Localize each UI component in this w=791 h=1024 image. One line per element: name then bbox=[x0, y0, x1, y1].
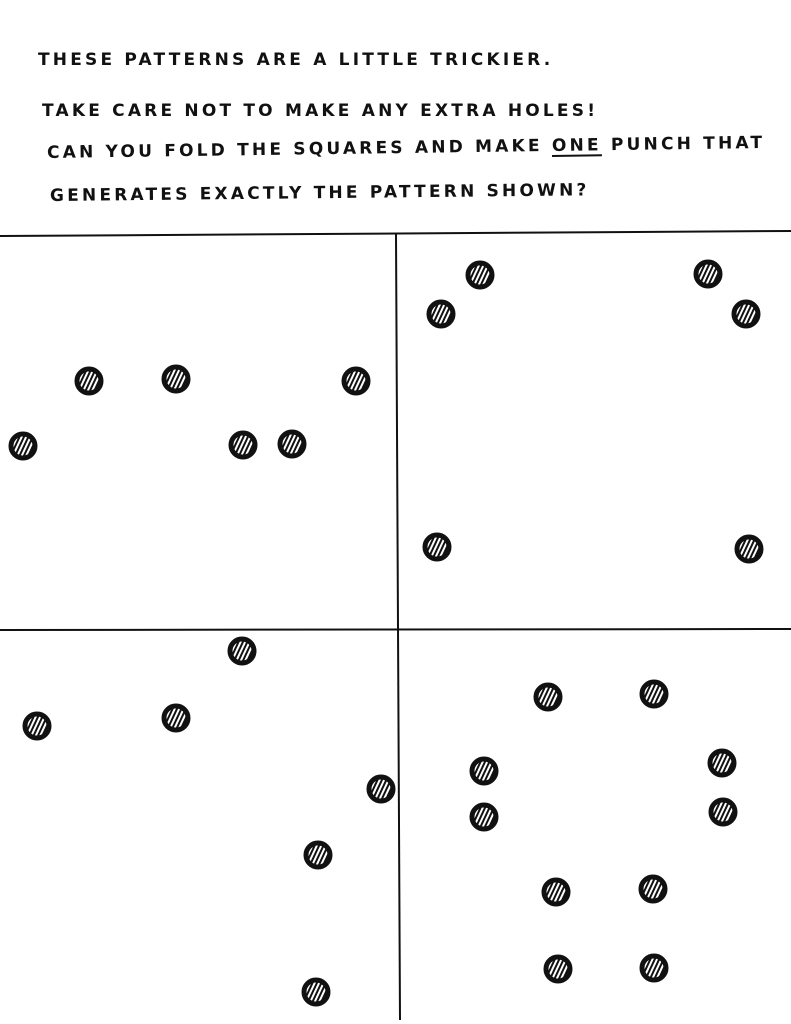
hole bbox=[641, 877, 665, 901]
instruction-line-4: GENERATES EXACTLY THE PATTERN SHOWN? bbox=[49, 180, 590, 206]
hole bbox=[472, 805, 496, 829]
hole bbox=[544, 880, 568, 904]
hole bbox=[536, 685, 560, 709]
instruction-line-3-end: PUNCH THAT bbox=[601, 132, 766, 156]
hole bbox=[642, 682, 666, 706]
hole bbox=[25, 714, 49, 738]
hole bbox=[642, 956, 666, 980]
hole bbox=[472, 759, 496, 783]
instruction-line-3-start: CAN YOU FOLD THE SQUARES AND MAKE bbox=[46, 135, 553, 163]
hole bbox=[77, 369, 101, 393]
hole bbox=[468, 263, 492, 287]
hole bbox=[429, 302, 453, 326]
hole bbox=[344, 369, 368, 393]
hole bbox=[369, 777, 393, 801]
hole bbox=[231, 433, 255, 457]
hole bbox=[425, 535, 449, 559]
hole bbox=[304, 980, 328, 1004]
emphasis-one: ONE bbox=[551, 135, 602, 156]
hole bbox=[734, 302, 758, 326]
panel-bottom-left bbox=[25, 639, 393, 1004]
panel-top-left bbox=[11, 367, 368, 458]
grid-line-vertical bbox=[396, 234, 400, 1020]
hole bbox=[164, 367, 188, 391]
hole bbox=[737, 537, 761, 561]
hole bbox=[546, 957, 570, 981]
hole bbox=[306, 843, 330, 867]
hole bbox=[164, 706, 188, 730]
hole bbox=[710, 751, 734, 775]
instruction-line-1: THESE PATTERNS ARE A LITTLE TRICKIER. bbox=[38, 50, 554, 70]
instruction-line-2: TAKE CARE NOT TO MAKE ANY EXTRA HOLES! bbox=[42, 101, 599, 121]
hole bbox=[230, 639, 254, 663]
panel-top-right bbox=[425, 262, 761, 561]
hole bbox=[696, 262, 720, 286]
grid-line-middle bbox=[0, 629, 791, 630]
panel-bottom-right bbox=[472, 682, 735, 981]
hole bbox=[280, 432, 304, 456]
hole bbox=[11, 434, 35, 458]
hole bbox=[711, 800, 735, 824]
